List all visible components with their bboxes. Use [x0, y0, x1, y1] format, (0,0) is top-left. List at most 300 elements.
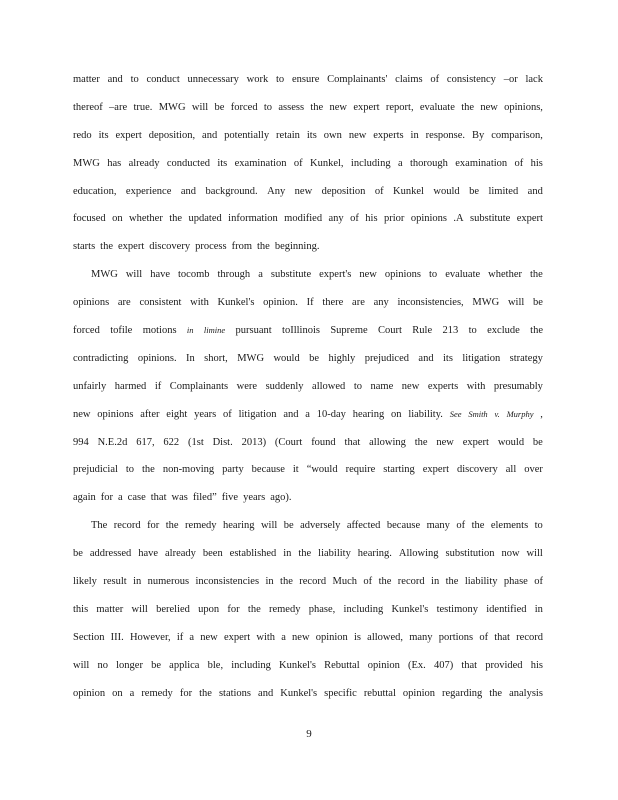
word: his — [530, 157, 543, 169]
word: to — [130, 74, 139, 85]
word: opinions — [410, 213, 447, 225]
word: allowed, — [367, 631, 404, 643]
word: found — [311, 436, 336, 448]
word: that — [150, 492, 167, 504]
word: was — [171, 492, 188, 504]
word: opinions, — [504, 101, 543, 113]
text-line — [73, 429, 543, 457]
word: the — [445, 576, 459, 588]
word: new — [73, 408, 91, 420]
word: experts — [373, 129, 404, 141]
word: of — [363, 576, 373, 588]
word: of — [514, 157, 524, 169]
word: opinions — [97, 408, 134, 420]
word: remedy — [185, 520, 217, 532]
word: would — [497, 436, 525, 448]
text-line — [73, 624, 543, 652]
word: By — [472, 129, 485, 141]
word: and — [283, 408, 299, 420]
word: in — [431, 576, 440, 588]
word: suddenly — [265, 380, 304, 392]
word: the — [169, 213, 183, 225]
word: 10-day — [316, 408, 346, 420]
word: harmed — [114, 380, 147, 392]
word: its — [306, 129, 317, 141]
word: if — [176, 631, 184, 643]
word: and — [527, 185, 543, 197]
word: exclude — [487, 325, 520, 337]
word: starts — [73, 241, 96, 253]
word: MWG — [73, 157, 100, 169]
word: opinions. — [137, 352, 177, 364]
word: the — [414, 436, 428, 448]
word: opinions — [384, 269, 422, 281]
word: expert — [223, 631, 251, 643]
text-line — [73, 261, 543, 289]
word: Kunkel — [393, 185, 424, 197]
word: including — [343, 603, 384, 615]
word: will — [131, 603, 148, 615]
word: upon — [198, 603, 220, 615]
word: opinion — [402, 687, 435, 699]
word: eight — [166, 408, 188, 420]
word: limited — [488, 185, 519, 197]
word: forced — [73, 325, 100, 337]
word: and — [258, 687, 274, 699]
text-line — [73, 94, 543, 122]
word: that — [461, 659, 478, 671]
word: be — [309, 352, 320, 364]
word: its — [442, 352, 453, 364]
word: established — [229, 548, 277, 560]
word: phase — [503, 576, 528, 588]
word: have — [138, 548, 159, 560]
word: for — [227, 603, 240, 615]
word: starting — [383, 464, 415, 476]
text-line — [73, 345, 543, 373]
word: a — [305, 408, 310, 420]
text-line — [73, 289, 543, 317]
word: will — [260, 520, 278, 532]
word: Kunkel, — [310, 157, 344, 169]
word: are — [352, 297, 365, 309]
word: record — [113, 520, 141, 532]
word: liability. — [408, 408, 443, 420]
word: will — [526, 548, 543, 560]
word: through — [217, 269, 251, 281]
word: be — [532, 436, 543, 448]
word: any — [373, 297, 389, 309]
word: likely — [73, 576, 97, 588]
word: already — [128, 157, 160, 169]
word: short, — [204, 352, 228, 364]
word: III. — [110, 631, 124, 643]
word: contradicting — [73, 352, 129, 364]
text-line — [73, 484, 543, 512]
word: because — [386, 520, 421, 532]
word: updated — [188, 213, 222, 225]
word: would — [273, 352, 300, 364]
word: be — [533, 297, 543, 309]
italic-word: Smith — [468, 408, 488, 419]
word: expert — [462, 436, 489, 448]
word: Kunkel's — [280, 687, 318, 699]
word: would — [433, 185, 460, 197]
word: opinion — [367, 659, 400, 671]
word: it — [292, 464, 299, 476]
word: consistency — [446, 74, 496, 85]
word: to — [468, 325, 477, 337]
word: thereof — [73, 101, 103, 113]
word: ago). — [270, 492, 292, 504]
word: opinion — [73, 687, 106, 699]
word: on — [112, 687, 123, 699]
word: result — [103, 576, 127, 588]
word: Allowing — [398, 548, 439, 560]
italic-word: limine — [203, 325, 226, 336]
word: conducted — [166, 157, 210, 169]
word: hearing — [352, 408, 385, 420]
word: to — [263, 101, 273, 113]
word: now — [501, 548, 520, 560]
word: tofile — [110, 325, 133, 337]
italic-word: Murphy — [506, 408, 534, 419]
word: liability — [464, 576, 498, 588]
word: of — [223, 408, 232, 420]
word: record — [516, 631, 543, 643]
word: specific — [324, 687, 357, 699]
word: whether — [488, 269, 522, 281]
word: a — [281, 631, 286, 643]
word: ble, — [207, 659, 224, 671]
word: stations — [218, 687, 252, 699]
word: (Court — [274, 436, 303, 448]
word: experience — [125, 185, 172, 197]
word: provided — [485, 659, 523, 671]
word: will — [191, 101, 209, 113]
word: of — [350, 213, 359, 225]
word: education, — [73, 185, 117, 197]
word: of — [479, 631, 489, 643]
word: be — [151, 659, 162, 671]
word: consistent — [139, 297, 182, 309]
word: comparison, — [491, 129, 543, 141]
word: affected — [346, 520, 381, 532]
word: new — [348, 129, 367, 141]
text-line — [73, 596, 543, 624]
word: with — [466, 380, 486, 392]
word: MWG — [472, 297, 500, 309]
italic-word: in — [186, 325, 194, 336]
word: beginning. — [274, 241, 320, 253]
word: is — [353, 631, 361, 643]
word: on — [112, 213, 123, 225]
word: to — [353, 380, 362, 392]
word: hearing. — [357, 548, 392, 560]
word: claims — [395, 74, 423, 85]
word: opinions — [73, 297, 110, 309]
word: .A — [453, 213, 464, 225]
word: to — [276, 74, 285, 85]
word: tocomb — [178, 269, 210, 281]
word: liability — [318, 548, 351, 560]
word: the — [471, 520, 485, 532]
word: 407) — [433, 659, 454, 671]
word: lack — [525, 74, 543, 85]
word: his — [530, 659, 543, 671]
word: 994 — [73, 436, 89, 448]
word: response. — [425, 129, 466, 141]
word: forced — [230, 101, 258, 113]
word: report, — [385, 101, 414, 113]
italic-word: See — [449, 408, 462, 419]
word: in — [265, 576, 274, 588]
word: process — [195, 241, 227, 253]
word: are — [117, 297, 131, 309]
word: if — [154, 380, 162, 392]
word: addressed — [89, 548, 132, 560]
word: examination — [455, 157, 508, 169]
text-line — [73, 512, 543, 540]
text-line — [73, 122, 543, 150]
word: years — [194, 408, 217, 420]
word: discovery — [149, 241, 191, 253]
word: whether — [129, 213, 163, 225]
word: However, — [129, 631, 171, 643]
word: all — [505, 464, 517, 476]
word: (Ex. — [408, 659, 426, 671]
word: –are — [109, 101, 128, 113]
word: filed” — [192, 492, 217, 504]
word: prejudicial — [73, 464, 118, 476]
word: this — [73, 603, 89, 615]
word: presumably — [493, 380, 543, 392]
word: expert — [422, 464, 449, 476]
word: portions — [438, 631, 474, 643]
word: remedy — [141, 687, 173, 699]
word: 617, — [136, 436, 155, 448]
body-text — [73, 66, 543, 707]
word: N.E.2d — [97, 436, 128, 448]
text-line — [73, 456, 543, 484]
text-line — [73, 317, 543, 345]
word: analysis — [509, 687, 543, 699]
word: new — [401, 380, 420, 392]
word: a — [189, 631, 195, 643]
word: expert — [353, 101, 380, 113]
word: the — [199, 687, 212, 699]
word: the — [489, 687, 503, 699]
word: that — [494, 631, 510, 643]
word: The — [91, 520, 108, 532]
word: and — [202, 129, 218, 141]
word: in — [283, 548, 292, 560]
word: of — [430, 74, 440, 85]
word: new — [200, 631, 218, 643]
word: case — [127, 492, 146, 504]
italic-word: v. — [494, 408, 500, 419]
word: redo — [73, 129, 92, 141]
word: from — [231, 241, 252, 253]
word: toIllinois — [282, 325, 320, 337]
word: adversely — [300, 520, 341, 532]
word: because — [251, 464, 285, 476]
word: motions — [142, 325, 177, 337]
word: of — [374, 185, 384, 197]
word: the — [530, 269, 543, 281]
word: its — [98, 129, 109, 141]
word: the — [257, 241, 270, 253]
word: his — [365, 213, 378, 225]
word: new — [359, 269, 377, 281]
word: evaluate — [445, 269, 481, 281]
word: own — [323, 129, 342, 141]
word: five — [221, 492, 239, 504]
word: substitution — [445, 548, 495, 560]
word: of — [456, 520, 466, 532]
word: examination — [234, 157, 287, 169]
word: elements — [490, 520, 529, 532]
word: litigation — [462, 352, 501, 364]
word: in — [534, 603, 543, 615]
word: discovery — [456, 464, 498, 476]
word: retain — [276, 129, 300, 141]
word: phase, — [308, 603, 336, 615]
word: including — [231, 659, 271, 671]
word: its — [217, 157, 228, 169]
word: Court — [378, 325, 402, 337]
word: longer — [116, 659, 143, 671]
word: the — [310, 101, 324, 113]
word: will — [125, 269, 143, 281]
text-line — [73, 680, 543, 708]
word: pursuant — [235, 325, 272, 337]
word: with — [256, 631, 276, 643]
word: new — [294, 185, 313, 197]
word: evaluate — [419, 101, 455, 113]
word: prior — [383, 213, 405, 225]
word: including — [350, 157, 391, 169]
word: inconsistencies, — [397, 297, 464, 309]
word: have — [150, 269, 171, 281]
word: the — [247, 603, 261, 615]
word: unfairly — [73, 380, 107, 392]
word: regarding — [442, 687, 483, 699]
word: new — [329, 101, 347, 113]
word: the — [165, 520, 179, 532]
word: again — [73, 492, 96, 504]
word: for — [147, 520, 160, 532]
word: thorough — [409, 157, 448, 169]
word: opinion. — [263, 297, 298, 309]
word: any — [328, 213, 344, 225]
text-line — [73, 205, 543, 233]
word: has — [107, 157, 122, 169]
word: potentially — [224, 129, 270, 141]
word: the — [100, 241, 113, 253]
word: the — [298, 548, 312, 560]
word: identified — [486, 603, 527, 615]
word: work — [246, 74, 269, 85]
word: matter — [96, 603, 124, 615]
word: Rebuttal — [324, 659, 360, 671]
word: over — [524, 464, 543, 476]
word: Any — [267, 185, 286, 197]
word: that — [344, 436, 361, 448]
word: information — [228, 213, 278, 225]
word: remedy — [268, 603, 301, 615]
word: on — [391, 408, 402, 420]
word: Complainants — [169, 380, 229, 392]
word: with — [190, 297, 209, 309]
word: prejudiced — [364, 352, 409, 364]
word: modified — [284, 213, 323, 225]
word: experts — [427, 380, 459, 392]
word: assess — [278, 101, 305, 113]
word: Section — [73, 631, 105, 643]
word: the — [378, 576, 392, 588]
word: will — [73, 659, 90, 671]
word: non-moving — [162, 464, 215, 476]
word: background. — [205, 185, 258, 197]
word: new — [480, 101, 498, 113]
word: ensure — [291, 74, 320, 85]
word: Kunkel's — [391, 603, 429, 615]
text-line — [73, 150, 543, 178]
word: expert — [118, 241, 145, 253]
word: applica — [169, 659, 200, 671]
word: deposition, — [148, 129, 196, 141]
word: Dist. — [212, 436, 233, 448]
word: MWG — [237, 352, 265, 364]
word: Complainants' — [327, 74, 388, 85]
text-line — [73, 178, 543, 206]
word: to — [534, 520, 543, 532]
word: 213 — [442, 325, 459, 337]
word: the — [142, 464, 155, 476]
word: In — [186, 352, 195, 364]
word: numerous — [147, 576, 190, 588]
word: require — [345, 464, 376, 476]
word: in — [133, 576, 142, 588]
word: allowing — [369, 436, 406, 448]
word: the — [530, 325, 543, 337]
word: allowed — [312, 380, 346, 392]
word: matter — [73, 74, 100, 85]
word: MWG — [158, 101, 186, 113]
word: new — [292, 631, 310, 643]
word: substitute — [470, 213, 511, 225]
word: (1st — [188, 436, 204, 448]
word: be — [469, 185, 480, 197]
word: rebuttal — [363, 687, 396, 699]
word: be — [73, 548, 83, 560]
word: 2013) — [241, 436, 267, 448]
word: 622 — [163, 436, 180, 448]
word: of — [293, 157, 303, 169]
word: were — [236, 380, 258, 392]
word: be — [214, 101, 225, 113]
word: the — [461, 101, 475, 113]
word: party — [222, 464, 244, 476]
text-line — [73, 233, 543, 261]
word: “would — [306, 464, 338, 476]
text-line — [73, 540, 543, 568]
word: unnecessary — [187, 74, 239, 85]
word: expert's — [319, 269, 352, 281]
word: for — [100, 492, 113, 504]
word: in — [410, 129, 419, 141]
